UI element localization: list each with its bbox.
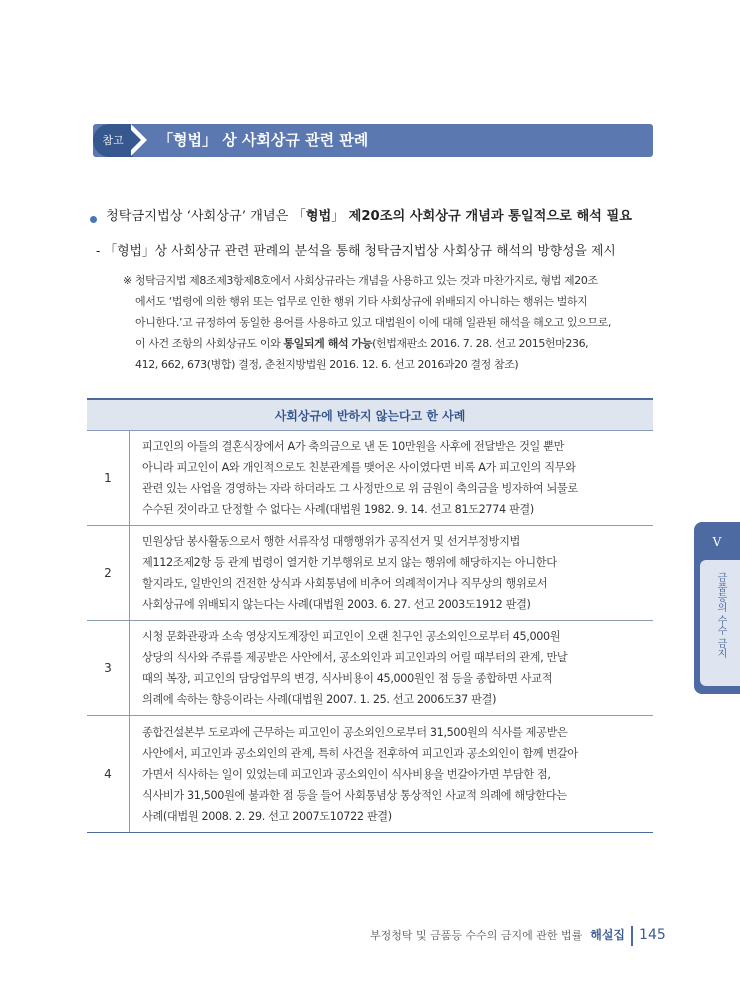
- case-description: [130, 621, 654, 716]
- case-number: 4: [87, 716, 130, 833]
- note-line: 아니한다.’고 규정하여 동일한 용어를 사용하고 있고 대법원이 이에 대해 일관된 해석을 해오고 있으므로,: [135, 316, 611, 329]
- note-line: 412, 662, 673(병합) 결정, 춘천지방법원 2016. 12. 6. 선고 2016과20 결정 참조): [135, 358, 519, 371]
- case-number: 3: [87, 621, 130, 716]
- case-text-line: 민원상담 봉사활동으로서 행한 서류작성 대행행위가 공직선거 및 선거부정방지법: [142, 535, 520, 548]
- table-row: [87, 526, 653, 621]
- page-footer: [370, 924, 666, 946]
- footer-title: 부정청탁 및 금품등 수수의 금지에 관한 법률: [370, 929, 583, 942]
- bullet-bold-claim: 제20조의 사회상규 개념과 통일적으로 해석 필요: [348, 209, 632, 224]
- case-description: [130, 716, 654, 833]
- case-text-line: 종합건설본부 도로과에 근무하는 피고인이 공소외인으로부터 31,500원의 식사를 제공받은: [142, 725, 568, 739]
- bullet-bold-law: 형법: [305, 209, 332, 224]
- case-text-line: 제112조제2항 등 관계 법령이 열거한 기부행위로 보지 않는 행위에 해당하지는 아니한다: [142, 556, 557, 569]
- chapter-label: 금품등의 수수 금지: [715, 572, 726, 659]
- bullet-statement: [106, 206, 632, 228]
- case-text-line: 사회상규에 위배되지 않는다는 사례(대법원 2003. 6. 27. 선고 2003도1912 판결): [142, 598, 531, 611]
- case-text-line: 때의 복장, 피고인의 담당업무의 변경, 식사비용이 45,000원인 점 등을 종합하면 사교적: [142, 672, 553, 685]
- table-row: [87, 716, 653, 833]
- case-text-line: 사례(대법원 2008. 2. 29. 선고 2007도10722 판결): [142, 809, 392, 823]
- case-text-line: 시청 문화관광과 소속 영상지도계장인 피고인이 오랜 친구인 공소외인으로부터 45,000원: [142, 630, 561, 643]
- sub-point: - 「형법」상 사회상규 관련 판례의 분석을 통해 청탁금지법상 사회상규 해석의 방향성을 제시: [96, 244, 616, 259]
- case-text-line: 식사비가 31,500원에 불과한 점 등을 들어 사회통념상 통상적인 사교적 의례에 해당한다는: [142, 788, 567, 802]
- section-title: 「형법」 상 사회상규 관련 판례: [158, 131, 369, 149]
- bullet-icon: [90, 216, 97, 223]
- footer-divider: [631, 926, 633, 946]
- bullet-prefix: 청탁금지법상 ‘사회상규’ 개념은 「: [106, 209, 306, 224]
- case-number: 1: [87, 431, 130, 526]
- cases-table: [87, 398, 653, 833]
- bullet-mid: 」: [331, 209, 349, 224]
- case-text-line: 가면서 식사하는 일이 있었는데 피고인과 공소외인이 식사비용을 번갈아가면 부담한 점,: [142, 767, 551, 781]
- chevron-inner-shape: [129, 128, 141, 152]
- footer-book: 해설집: [590, 928, 626, 942]
- table-row: [87, 621, 653, 716]
- reference-note: [123, 270, 655, 375]
- case-description: [130, 431, 654, 526]
- case-number: 2: [87, 526, 130, 621]
- case-text-line: 상당의 식사와 주류를 제공받은 사안에서, 공소외인과 피고인과의 어릴 때부터의 관계, 만날: [142, 651, 568, 664]
- table-header-row: [87, 399, 653, 431]
- table-heading: 사회상규에 반하지 않는다고 한 사례: [87, 399, 653, 431]
- table-row: [87, 431, 653, 526]
- note-citation: (헌법재판소 2016. 7. 28. 선고 2015헌마236,: [372, 337, 589, 350]
- page-number: 145: [639, 927, 666, 943]
- note-line: 에서도 ‘법령에 의한 행위 또는 업무로 인한 행위 기타 사회상규에 위배되지 아니하는 행위는 벌하지: [135, 295, 588, 308]
- note-bold: 통일되게 해석 가능: [283, 337, 373, 350]
- chapter-number: V: [712, 535, 722, 549]
- case-text-line: 의례에 속하는 향응이라는 사례(대법원 2007. 1. 25. 선고 2006도37 판결): [142, 693, 497, 706]
- case-text-line: 피고인의 아들의 결혼식장에서 A가 축의금으로 낸 돈 10만원을 사후에 전달받은 것일 뿐만: [142, 440, 565, 453]
- case-text-line: 할지라도, 일반인의 건전한 상식과 사회통념에 비추어 의례적이거나 직무상의 행위로서: [142, 577, 548, 590]
- case-text-line: 사안에서, 피고인과 공소외인의 관계, 특히 사건을 전후하여 피고인과 공소외인이 함께 번갈아: [142, 746, 578, 760]
- case-text-line: 관련 있는 사업을 경영하는 자라 하더라도 그 사정만으로 위 금원이 축의금을 빙자하여 뇌물로: [142, 482, 578, 495]
- reference-badge: 참고: [93, 124, 133, 157]
- note-text: 이 사건 조항의 사회상규도 이와: [135, 337, 284, 350]
- note-line: ※ 청탁금지법 제8조제3항제8호에서 사회상규라는 개념을 사용하고 있는 것과 마찬가지로, 형법 제20조: [123, 274, 598, 287]
- case-text-line: 아니라 피고인이 A와 개인적으로도 친분관계를 맺어온 사이였다면 비록 A가 피고인의 직무와: [142, 461, 576, 474]
- note-line: [123, 333, 655, 354]
- case-text-line: 수수된 것이라고 단정할 수 없다는 사례(대법원 1982. 9. 14. 선고 81도2774 판결): [142, 503, 534, 516]
- case-description: [130, 526, 654, 621]
